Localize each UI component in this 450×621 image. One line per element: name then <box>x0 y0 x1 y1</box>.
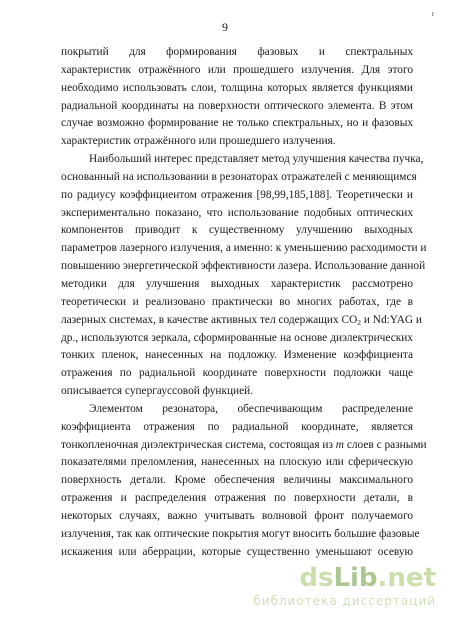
body-text <box>61 44 427 561</box>
text-line: поверхность детали. Кроме обеспечения величины максимального <box>61 474 413 487</box>
text-line: методики для улучшения выходных характеристик рассмотрено <box>61 277 413 290</box>
text-segment: и Nd:YAG и <box>361 313 422 326</box>
text-line: случае возможно формирование не только спектральных, но и фазовых <box>61 117 413 130</box>
text-line: по радиусу коэффициентом отражения [98,99,185,188]. Теоретически и <box>61 188 413 201</box>
text-line: параметров лазерного излучения, а именно: к уменьшению расходимости и <box>61 242 427 255</box>
text-line: др., используются зеркала, сформированные на основе диэлектрических <box>61 331 413 344</box>
text-line: тонких пленок, нанесенных на подложку. Изменение коэффициента <box>61 349 413 362</box>
text-line: некоторых случаях, важно учитывать волновой фронт получаемого <box>61 509 413 522</box>
text-line: искажения или аберрации, которые существенно уменьшают осевую <box>61 545 413 558</box>
text-line: характеристик отражённого или прошедшего излучения. <box>61 135 336 148</box>
logo-part: ds <box>299 563 334 593</box>
text-line: показателями преломления, нанесенных на плоскую или сферическую <box>61 456 413 469</box>
text-line: экспериментально показано, что использование подобных оптических <box>61 206 413 219</box>
text-line: характеристик отражённого или прошедшего излучения. Для этого <box>61 63 413 76</box>
paragraph-2 <box>61 151 427 401</box>
text-line: радиальной координаты на поверхности оптического элемента. В этом <box>61 99 413 112</box>
page-number: 9 <box>222 20 228 34</box>
text-line: Наибольший интерес представляет метод улучшения качества пучка, <box>89 153 424 166</box>
paragraph-1 <box>61 44 413 151</box>
italic-variable: m <box>335 438 344 451</box>
logo-part: .net <box>377 563 436 593</box>
text-line: излучения, так как оптические покрытия могут вносить большие фазовые <box>61 527 420 540</box>
text-line-m <box>61 437 427 455</box>
text-line: Элементом резонатора, обеспечивающим распределение <box>89 402 413 415</box>
watermark-logo <box>236 563 436 593</box>
text-line: отражения и распределения отражения по поверхности детали, в <box>61 492 413 505</box>
text-line: основанный на использовании в резонаторах отражателей с меняющимся <box>61 170 417 183</box>
text-line: повышению энергетической эффективности лазера. Использование данной <box>61 260 426 273</box>
text-line: компонентов приводит к существенному улучшению выходных <box>61 224 413 237</box>
text-segment: тонкопленочная диэлектрическая система, состоящая из <box>61 438 333 451</box>
text-line: описывается супергауссовой функцией. <box>61 385 254 398</box>
text-line: коэффициента отражения по радиальной координате, является <box>61 420 413 433</box>
corner-mark: ı <box>431 9 434 18</box>
text-line: покрытий для формирования фазовых и спектральных <box>61 46 413 58</box>
text-segment: лазерных системах, в качестве активных тел содержащих CO <box>61 313 358 326</box>
logo-part: Lib <box>333 563 378 593</box>
text-line: необходимо использовать слои, толщина которых является функциями <box>61 81 413 94</box>
text-line: отражения по радиальной координате поверхности подложки чаще <box>61 367 413 380</box>
watermark-subtitle: библиотека диссертаций <box>253 594 436 608</box>
dslib-watermark <box>236 563 436 611</box>
subscript: 2 <box>357 317 362 327</box>
text-segment: слоев с разными <box>344 438 427 451</box>
paragraph-3 <box>61 401 427 562</box>
text-line-co2 <box>61 312 422 330</box>
text-line: теоретически и реализовано практически во многих работах, где в <box>61 295 413 308</box>
